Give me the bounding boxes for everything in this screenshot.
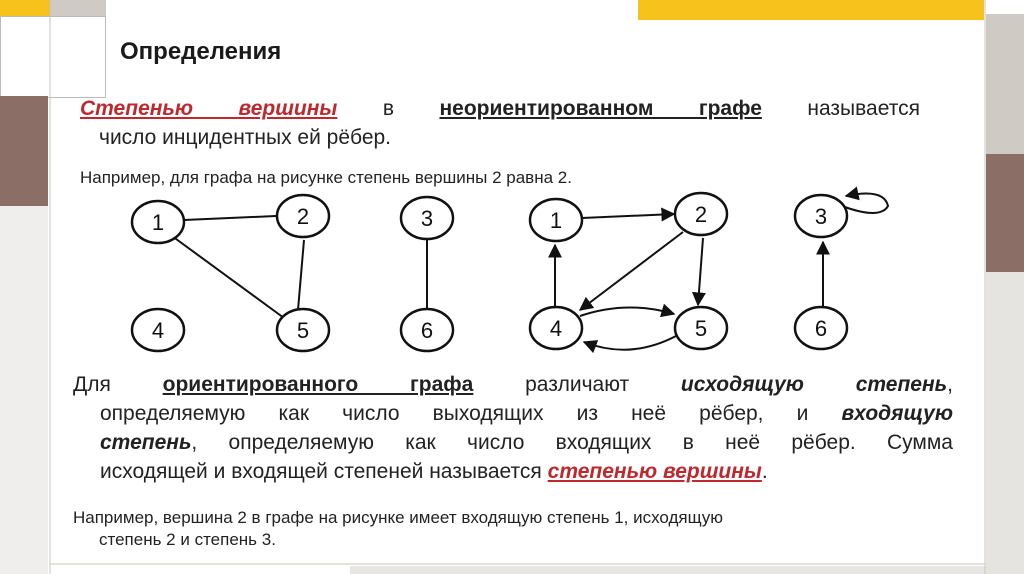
d-node-3-label: 3	[814, 204, 828, 229]
arc-5-4	[584, 336, 676, 350]
edge-2-5	[298, 240, 304, 310]
directed-def-line-2: определяемую как число выходящих из неё рёбер, и входящую	[100, 402, 953, 425]
arc-1-2	[582, 214, 674, 218]
term-directed-graph: ориентированного графа	[162, 373, 474, 396]
u-node-6-label: 6	[420, 318, 434, 343]
directed-def-line-3: степень, определяемую как число входящих в неё рёбер. Сумма	[100, 431, 953, 454]
u-node-4-label: 4	[151, 318, 165, 343]
directed-def-line-1: Для ориентированного графа различают исходящую степень,	[73, 373, 953, 396]
u-node-1-label: 1	[151, 210, 165, 235]
arc-4-5	[580, 307, 674, 316]
d-node-1-label: 1	[549, 208, 563, 233]
directed-nodes	[530, 193, 847, 349]
directed-definition	[73, 370, 953, 486]
d-node-5-label: 5	[694, 316, 708, 341]
arc-3-3	[842, 194, 888, 213]
term-vertex-degree: Степенью вершины	[80, 97, 338, 120]
page-title: Определения	[120, 38, 282, 65]
d-node-4-label: 4	[549, 316, 563, 341]
definition-line-1: Степенью вершины в неориентированном графе называется	[80, 97, 920, 120]
term-out-degree: исходящую степень	[680, 373, 948, 396]
example-2-line-1: Например, вершина 2 в графе на рисунке имеет входящую степень 1, исходящую	[73, 508, 724, 527]
term-vertex-degree-2: степенью вершины	[547, 460, 762, 483]
d-node-2-label: 2	[694, 202, 708, 227]
arc-2-5	[698, 238, 703, 305]
term-in-degree-1: входящую	[841, 402, 953, 425]
arc-2-4	[580, 232, 683, 310]
d-node-6-label: 6	[814, 316, 828, 341]
definition-line-2: число инцидентных ей рёбер.	[99, 126, 392, 149]
undirected-nodes	[132, 195, 453, 351]
u-node-5-label: 5	[296, 318, 310, 343]
u-node-2-label: 2	[296, 204, 310, 229]
directed-def-line-4: исходящей и входящей степеней называется степенью вершины.	[100, 460, 768, 483]
edge-1-5	[172, 236, 284, 318]
edge-1-2	[184, 216, 276, 220]
example-1: Например, для графа на рисунке степень вершины 2 равна 2.	[80, 168, 572, 187]
example-2-line-2: степень 2 и степень 3.	[99, 530, 276, 549]
u-node-3-label: 3	[420, 206, 434, 231]
term-undirected-graph: неориентированном графе	[439, 97, 762, 120]
term-in-degree-2: степень	[100, 431, 192, 454]
